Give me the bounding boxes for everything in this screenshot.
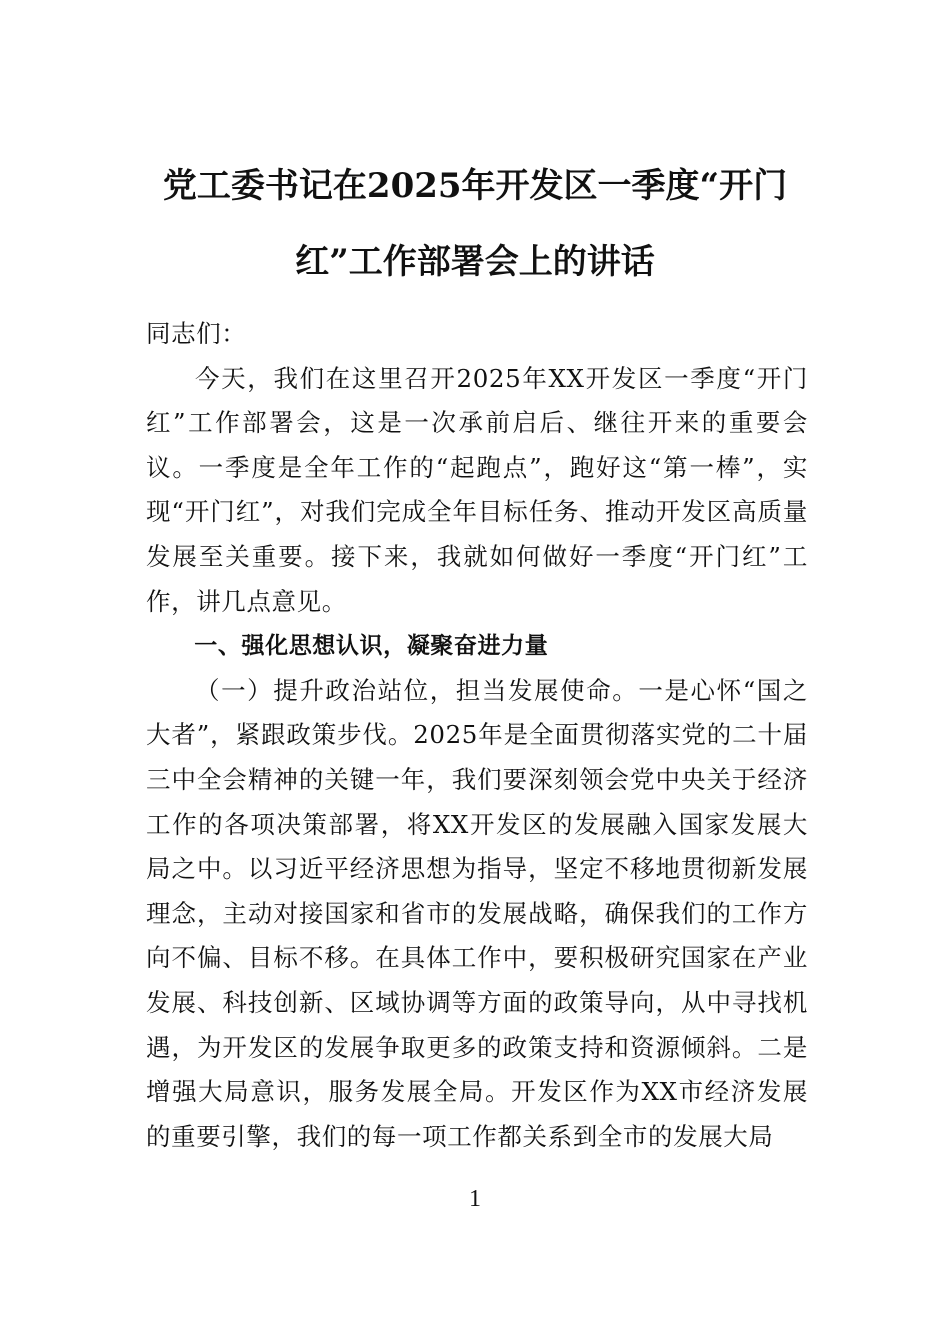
- document-title: 党工委书记在2025年开发区一季度“开门红”工作部署会上的讲话: [162, 166, 788, 282]
- section-heading: 一、强化思想认识，凝聚奋进力量: [194, 633, 549, 660]
- salutation: 同志们：: [146, 319, 247, 348]
- section-paragraph: （一）提升政治站位，担当发展使命。一是心怀“国之大者”，紧跟政策步伐。2025年是全面贯彻落实党的二十届三中全会精神的关键一年，我们要深刻领会党中央关于经济工作的各项决策部署，将XX开发区的发展融入国家发展大局之中。以习近平经济思想为指导，坚定不移地贯彻新发展理念，主动对接国家和省市的发展战略，确保我们的工作方向不偏、目标不移。在具体工作中，要积极研究国家在产业发展、科技创新、区域协调等方面的政策导向，从中寻找机遇，为开发区的发展争取更多的政策支持和资源倾斜。二是增强大局意识，服务发展全局。开发区作为XX市经济发展的重要引擎，我们的每一项工作都关系到全市的发展大局: [146, 675, 808, 1151]
- document-body: [146, 312, 808, 1159]
- page-number: 1: [469, 1186, 481, 1212]
- intro-paragraph: 今天，我们在这里召开2025年XX开发区一季度“开门红”工作部署会，这是一次承前启后、继往开来的重要会议。一季度是全年工作的“起跑点”，跑好这“第一棒”，实现“开门红”，对我们完成全年目标任务、推动开发区高质量发展至关重要。接下来，我就如何做好一季度“开门红”工作，讲几点意见。: [146, 363, 808, 616]
